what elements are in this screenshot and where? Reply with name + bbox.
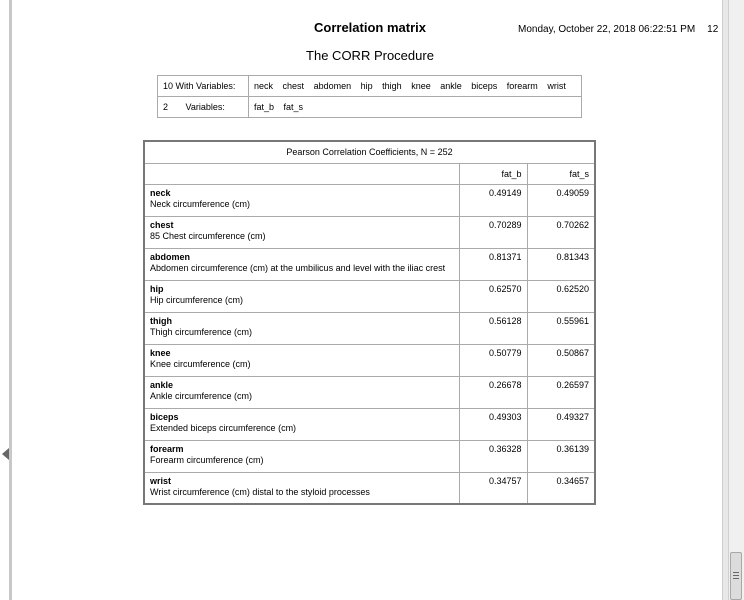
- corr-value-fat-b: 0.50779: [459, 344, 527, 376]
- row-variable-name: wrist: [150, 475, 172, 486]
- with-variable-name: forearm: [506, 81, 538, 91]
- corr-value-fat-s: 0.49059: [527, 184, 595, 216]
- row-label-cell: [144, 440, 459, 472]
- corr-value-fat-b: 0.49303: [459, 408, 527, 440]
- corr-value-fat-b: 0.62570: [459, 280, 527, 312]
- variables-list: [249, 97, 582, 118]
- row-variable-name: hip: [150, 283, 164, 294]
- corr-value-fat-s: 0.81343: [527, 248, 595, 280]
- row-variable-name: neck: [150, 187, 171, 198]
- row-label-cell: [144, 408, 459, 440]
- corr-value-fat-b: 0.49149: [459, 184, 527, 216]
- column-header: fat_b: [459, 163, 527, 184]
- header-row: [144, 163, 595, 184]
- row-variable-description: Abdomen circumference (cm) at the umbilicus and level with the iliac crest: [150, 262, 446, 273]
- corr-value-fat-s: 0.49327: [527, 408, 595, 440]
- row-variable-description: Thigh circumference (cm): [150, 326, 253, 337]
- vertical-scrollbar[interactable]: [728, 0, 744, 600]
- table-row: [144, 248, 595, 280]
- with-variable-name: knee: [411, 81, 431, 91]
- timestamp-header: [518, 24, 718, 35]
- variables-label-cell: [158, 97, 249, 118]
- row-label-cell: [144, 472, 459, 504]
- row-variable-name: abdomen: [150, 251, 191, 262]
- corr-value-fat-b: 0.56128: [459, 312, 527, 344]
- table-row: [144, 216, 595, 248]
- variable-name: fat_b: [254, 102, 275, 112]
- scroll-grip-icon: [733, 578, 739, 579]
- table-row: [144, 440, 595, 472]
- with-variables-list: [249, 76, 582, 97]
- column-header: fat_s: [527, 163, 595, 184]
- table-row: [144, 184, 595, 216]
- header-blank-cell: [144, 163, 459, 184]
- page-number: 12: [707, 24, 719, 35]
- variable-name: fat_s: [283, 102, 304, 112]
- procedure-title: The CORR Procedure: [306, 48, 434, 63]
- scroll-grip-icon: [733, 572, 739, 573]
- row-variable-name: knee: [150, 347, 171, 358]
- variables-count: 2: [163, 102, 169, 112]
- with-variable-name: wrist: [547, 81, 566, 91]
- variables-row: [158, 97, 582, 118]
- row-variable-description: Wrist circumference (cm) distal to the styloid processes: [150, 486, 370, 497]
- row-variable-description: Extended biceps circumference (cm): [150, 422, 297, 433]
- corr-value-fat-b: 0.81371: [459, 248, 527, 280]
- table-row: [144, 344, 595, 376]
- corr-value-fat-b: 0.70289: [459, 216, 527, 248]
- row-variable-name: thigh: [150, 315, 172, 326]
- table-row: [144, 280, 595, 312]
- row-variable-description: Forearm circumference (cm): [150, 454, 264, 465]
- with-variable-name: hip: [360, 81, 373, 91]
- corr-value-fat-b: 0.34757: [459, 472, 527, 504]
- with-variable-name: ankle: [440, 81, 462, 91]
- with-variable-name: chest: [282, 81, 305, 91]
- corr-value-fat-b: 0.26678: [459, 376, 527, 408]
- variables-table: [157, 75, 582, 118]
- row-label-cell: [144, 184, 459, 216]
- with-variables-label: With Variables:: [175, 81, 236, 91]
- corr-value-fat-s: 0.55961: [527, 312, 595, 344]
- row-label-cell: [144, 376, 459, 408]
- table-row: [144, 408, 595, 440]
- with-variable-name: biceps: [471, 81, 498, 91]
- page-title: Correlation matrix: [314, 20, 426, 35]
- correlation-rows: [144, 184, 595, 504]
- row-variable-name: biceps: [150, 411, 179, 422]
- row-variable-description: Neck circumference (cm): [150, 198, 251, 209]
- caption-row: [144, 141, 595, 163]
- row-variable-description: 85 Chest circumference (cm): [150, 230, 266, 241]
- row-variable-name: ankle: [150, 379, 174, 390]
- scroll-grip-icon: [733, 575, 739, 576]
- expand-left-arrow-icon[interactable]: [2, 448, 9, 460]
- table-row: [144, 376, 595, 408]
- corr-value-fat-s: 0.50867: [527, 344, 595, 376]
- row-variable-description: Hip circumference (cm): [150, 294, 244, 305]
- table-row: [144, 312, 595, 344]
- with-variable-name: thigh: [382, 81, 402, 91]
- with-variables-row: [158, 76, 582, 97]
- row-label-cell: [144, 248, 459, 280]
- row-variable-name: chest: [150, 219, 174, 230]
- corr-value-fat-s: 0.70262: [527, 216, 595, 248]
- with-variables-label-cell: [158, 76, 249, 97]
- with-variables-count: 10: [163, 81, 174, 91]
- variables-label: Variables:: [185, 102, 225, 112]
- left-panel-splitter[interactable]: [9, 0, 12, 600]
- row-label-cell: [144, 280, 459, 312]
- corr-value-fat-b: 0.36328: [459, 440, 527, 472]
- row-variable-name: forearm: [150, 443, 184, 454]
- row-label-cell: [144, 312, 459, 344]
- row-label-cell: [144, 216, 459, 248]
- with-variable-name: abdomen: [313, 81, 352, 91]
- corr-value-fat-s: 0.26597: [527, 376, 595, 408]
- timestamp: Monday, October 22, 2018 06:22:51 PM: [518, 24, 696, 35]
- table-caption: Pearson Correlation Coefficients, N = 252: [144, 141, 595, 163]
- correlation-table: [143, 140, 596, 505]
- row-variable-description: Knee circumference (cm): [150, 358, 251, 369]
- row-variable-description: Ankle circumference (cm): [150, 390, 253, 401]
- scrollbar-thumb[interactable]: [730, 552, 742, 600]
- corr-value-fat-s: 0.36139: [527, 440, 595, 472]
- corr-value-fat-s: 0.34657: [527, 472, 595, 504]
- row-label-cell: [144, 344, 459, 376]
- table-row: [144, 472, 595, 504]
- with-variable-name: neck: [254, 81, 274, 91]
- left-panel-edge: [0, 0, 12, 600]
- corr-value-fat-s: 0.62520: [527, 280, 595, 312]
